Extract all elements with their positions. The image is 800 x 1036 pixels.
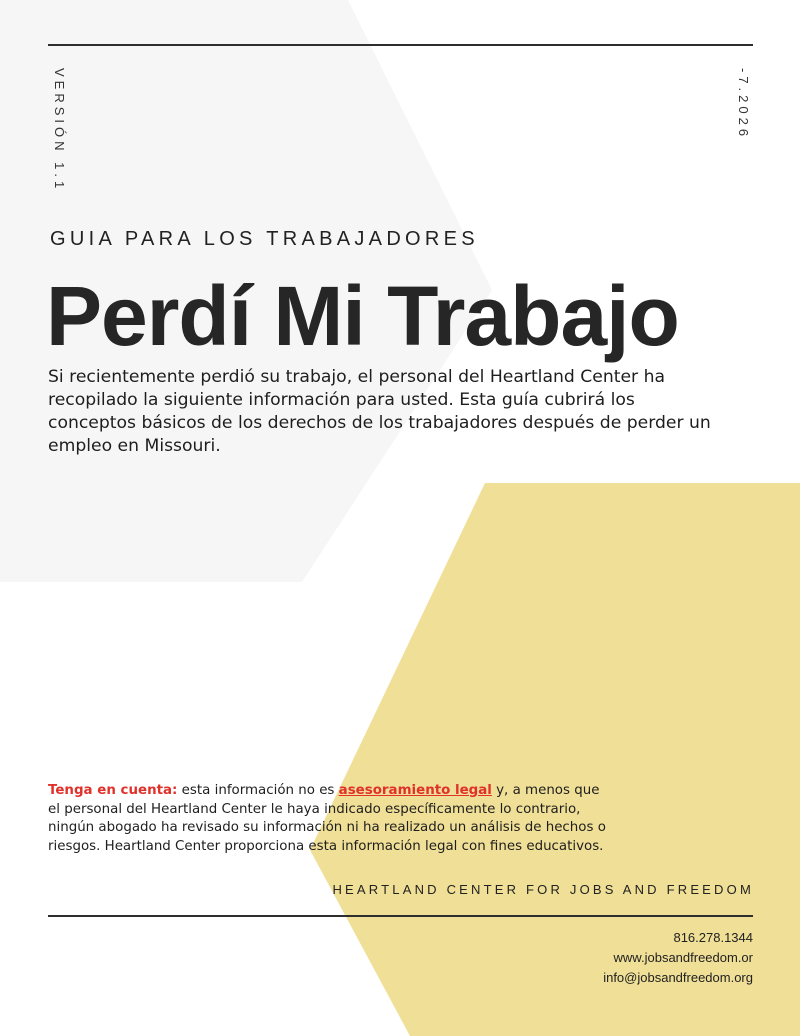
email-link[interactable]: info@jobsandfreedom.org (603, 970, 753, 985)
legal-notice (48, 782, 608, 856)
version-label: VERSIÓN 1.1 (52, 68, 67, 193)
notice-text-after: y, a menos que el personal del Heartland Center le haya indicado específicamente lo contrario, ningún abogado ha revisado su información ni ha realizado un análisis de hechos o riesgos. Heartland Center proporciona esta información legal con fines educativos. (48, 783, 606, 854)
organization-name: HEARTLAND CENTER FOR JOBS AND FREEDOM (332, 882, 754, 897)
website-link[interactable]: www.jobsandfreedom.or (613, 950, 753, 965)
guide-subtitle: GUIA PARA LOS TRABAJADORES (50, 228, 479, 250)
notice-lead: Tenga en cuenta: (48, 783, 178, 798)
page-title: Perdí Mi Trabajo (46, 269, 679, 363)
legal-advice-link[interactable]: asesoramiento legal (338, 783, 492, 798)
contact-info (603, 928, 753, 988)
phone-number: 816.278.1344 (673, 930, 753, 945)
date-label: -7.2026 (736, 68, 751, 141)
intro-paragraph: Si recientemente perdió su trabajo, el personal del Heartland Center ha recopilado la siguiente información para usted. Esta guía cubrirá los conceptos básicos de los derechos de los trabajadores después de perder un empleo en Missouri. (48, 367, 711, 456)
top-divider (48, 44, 753, 46)
bottom-divider (48, 915, 753, 917)
notice-text-before: esta información no es (177, 783, 339, 798)
